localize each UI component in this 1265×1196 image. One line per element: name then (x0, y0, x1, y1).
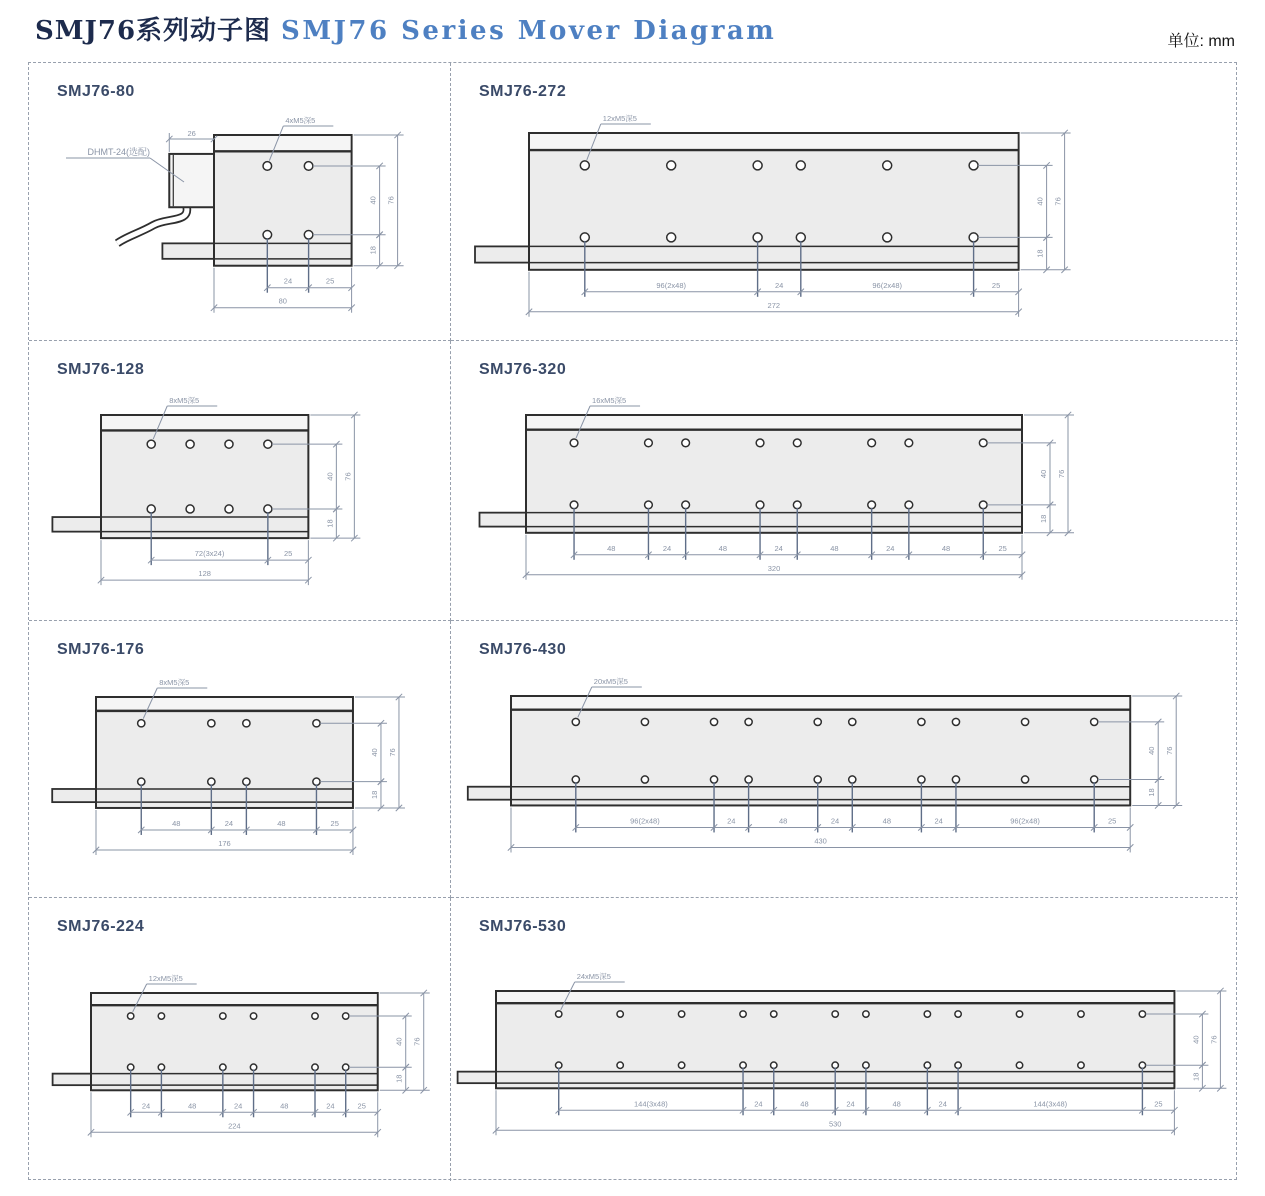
svg-text:12xM5深5: 12xM5深5 (148, 974, 183, 983)
svg-text:96(2x48): 96(2x48) (630, 816, 660, 826)
svg-text:8xM5深5: 8xM5深5 (159, 678, 190, 687)
svg-text:72(3x24): 72(3x24) (194, 549, 225, 559)
panel-title-smj76-128: SMJ76-128 (57, 361, 145, 378)
svg-text:48: 48 (941, 543, 951, 553)
svg-text:24: 24 (886, 543, 895, 553)
mover-drawing-smj76-224 (29, 898, 450, 1180)
svg-text:48: 48 (830, 543, 839, 553)
svg-text:272: 272 (767, 300, 781, 310)
svg-text:16xM5深5: 16xM5深5 (592, 396, 627, 405)
svg-text:96(2x48): 96(2x48) (656, 280, 687, 290)
svg-text:40: 40 (394, 1037, 404, 1046)
mover-drawing-smj76-272 (451, 63, 1237, 340)
mover-drawing-smj76-128 (29, 341, 450, 620)
svg-text:48: 48 (607, 543, 616, 553)
panel-title-smj76-320: SMJ76-320 (479, 361, 567, 378)
panel-title-smj76-80: SMJ76-80 (57, 83, 135, 100)
svg-text:76: 76 (1053, 197, 1063, 206)
svg-text:144(3x48): 144(3x48) (633, 1099, 668, 1109)
svg-text:24: 24 (234, 1101, 243, 1111)
svg-text:76: 76 (343, 472, 353, 481)
svg-text:40: 40 (1191, 1035, 1201, 1044)
svg-text:96(2x48): 96(2x48) (872, 280, 903, 290)
svg-text:18: 18 (369, 790, 379, 799)
svg-text:530: 530 (828, 1119, 842, 1129)
svg-text:76: 76 (1057, 469, 1066, 479)
svg-text:18: 18 (1039, 514, 1048, 524)
svg-text:24: 24 (934, 816, 943, 826)
panel-title-smj76-224: SMJ76-224 (57, 918, 145, 935)
svg-text:24: 24 (774, 543, 783, 553)
svg-text:4xM5深5: 4xM5深5 (285, 116, 316, 125)
svg-text:48: 48 (187, 1101, 197, 1111)
svg-text:25: 25 (325, 276, 335, 286)
svg-text:8xM5深5: 8xM5深5 (169, 396, 200, 405)
svg-text:24: 24 (846, 1099, 855, 1109)
panel-title-smj76-530: SMJ76-530 (479, 918, 567, 935)
unit-label: 单位: mm (1167, 33, 1235, 50)
svg-text:80: 80 (278, 296, 287, 306)
svg-text:20xM5深5: 20xM5深5 (593, 677, 628, 686)
svg-text:24: 24 (141, 1101, 151, 1111)
panel-smj76-430 (451, 621, 1238, 898)
svg-text:24xM5深5: 24xM5深5 (576, 972, 611, 981)
svg-text:40: 40 (1035, 197, 1045, 206)
svg-text:48: 48 (277, 818, 286, 828)
svg-text:430: 430 (814, 836, 827, 846)
svg-text:48: 48 (800, 1099, 809, 1109)
svg-text:76: 76 (412, 1037, 422, 1046)
svg-text:25: 25 (1108, 816, 1117, 826)
svg-text:24: 24 (775, 280, 784, 290)
svg-text:25: 25 (283, 549, 293, 559)
svg-text:18: 18 (1147, 788, 1157, 797)
svg-text:18: 18 (1035, 249, 1045, 258)
svg-text:76: 76 (1165, 746, 1175, 755)
mover-drawing-smj76-176 (29, 621, 450, 897)
panel-smj76-272 (451, 63, 1238, 341)
svg-text:76: 76 (386, 196, 396, 205)
panel-title-smj76-272: SMJ76-272 (479, 83, 567, 100)
svg-text:128: 128 (198, 569, 211, 579)
svg-text:40: 40 (325, 472, 335, 481)
svg-text:48: 48 (718, 543, 728, 553)
svg-text:40: 40 (1039, 469, 1048, 479)
page-title-zh: SMJ76系列动子图 (35, 16, 272, 46)
svg-text:48: 48 (882, 816, 892, 826)
svg-text:48: 48 (280, 1101, 289, 1111)
svg-text:40: 40 (368, 196, 378, 205)
svg-text:18: 18 (368, 246, 378, 255)
svg-text:25: 25 (357, 1101, 366, 1111)
panel-smj76-320 (451, 341, 1238, 621)
svg-text:176: 176 (218, 838, 231, 848)
svg-text:76: 76 (387, 748, 397, 757)
svg-text:320: 320 (767, 563, 781, 573)
svg-text:DHMT-24(选配): DHMT-24(选配) (87, 147, 150, 157)
panel-smj76-176 (29, 621, 451, 898)
svg-text:24: 24 (224, 818, 234, 828)
svg-text:96(2x48): 96(2x48) (1010, 816, 1040, 826)
page-title-en: SMJ76 Series Mover Diagram (281, 16, 777, 46)
mover-drawing-smj76-430 (451, 621, 1237, 897)
svg-text:18: 18 (1191, 1072, 1201, 1081)
svg-text:224: 224 (228, 1121, 241, 1131)
mover-drawing-smj76-530 (451, 898, 1237, 1180)
panel-smj76-128 (29, 341, 451, 621)
svg-text:48: 48 (172, 818, 181, 828)
svg-text:40: 40 (369, 748, 379, 757)
svg-text:12xM5深5: 12xM5深5 (602, 114, 637, 123)
svg-text:18: 18 (325, 519, 335, 528)
svg-text:24: 24 (938, 1099, 947, 1109)
svg-text:24: 24 (727, 816, 736, 826)
svg-text:48: 48 (892, 1099, 901, 1109)
svg-text:24: 24 (326, 1101, 335, 1111)
svg-text:144(3x48): 144(3x48) (1033, 1099, 1068, 1109)
mover-drawing-smj76-320 (451, 341, 1237, 620)
svg-text:48: 48 (778, 816, 788, 826)
svg-text:24: 24 (662, 543, 672, 553)
panel-title-smj76-430: SMJ76-430 (479, 641, 567, 658)
svg-text:25: 25 (998, 543, 1007, 553)
svg-text:26: 26 (187, 129, 196, 138)
mover-drawing-smj76-80 (29, 63, 450, 340)
svg-text:25: 25 (991, 280, 1001, 290)
panel-title-smj76-176: SMJ76-176 (57, 641, 145, 658)
svg-text:76: 76 (1209, 1035, 1219, 1044)
svg-text:24: 24 (283, 276, 293, 286)
svg-text:25: 25 (330, 818, 339, 828)
panel-smj76-224 (29, 898, 451, 1181)
panel-smj76-80 (29, 63, 451, 341)
diagram-grid (28, 62, 1237, 1180)
page-title (35, 10, 776, 47)
svg-text:40: 40 (1147, 746, 1157, 755)
panel-smj76-530 (451, 898, 1238, 1181)
svg-text:18: 18 (394, 1074, 404, 1083)
svg-text:25: 25 (1154, 1099, 1163, 1109)
svg-text:24: 24 (754, 1099, 763, 1109)
svg-text:24: 24 (830, 816, 840, 826)
